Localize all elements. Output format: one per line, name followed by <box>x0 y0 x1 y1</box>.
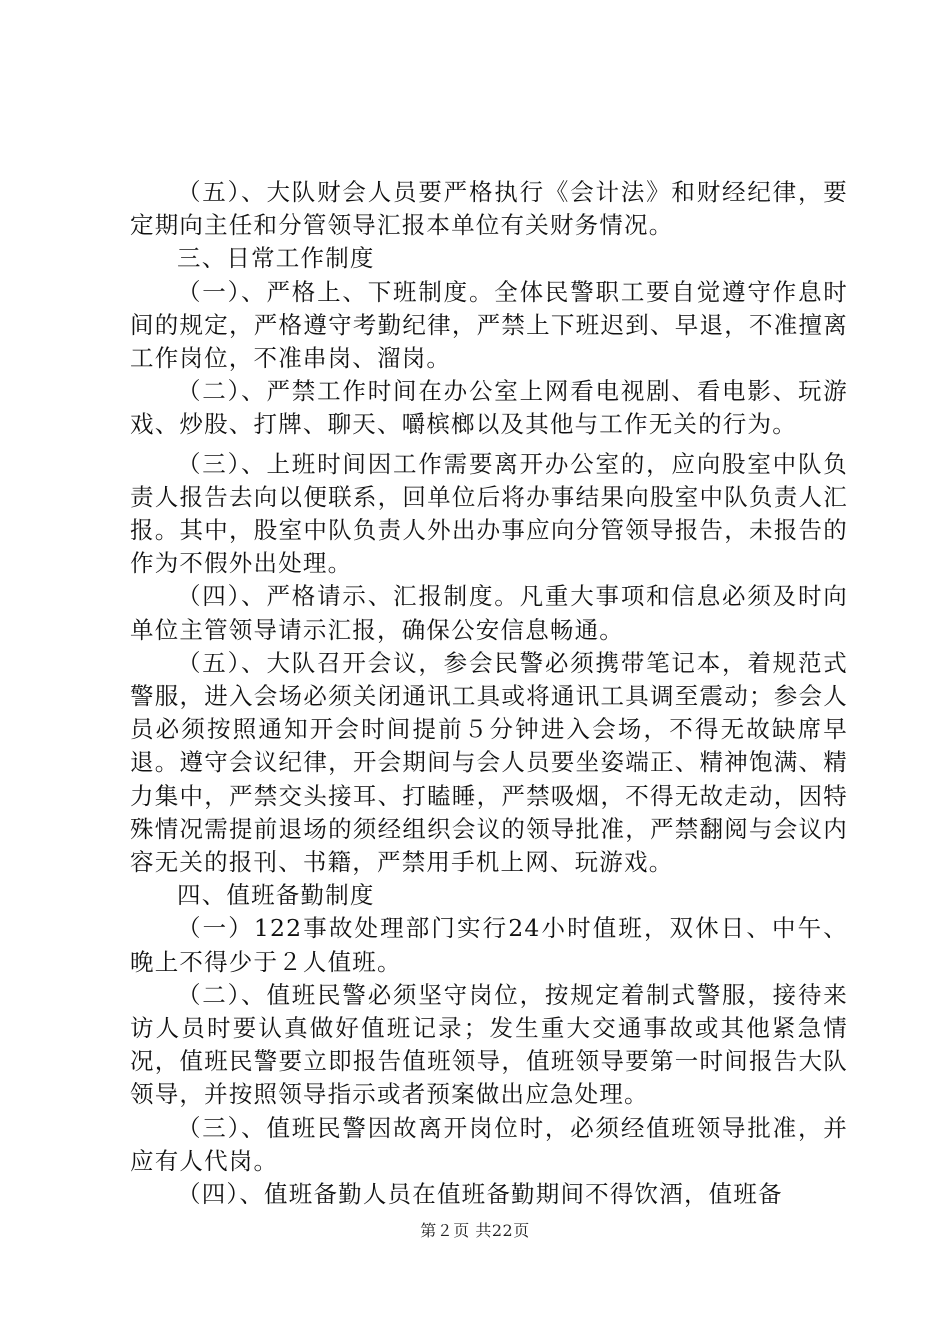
paragraph-leaving-post: （三）、值班民警因故离开岗位时，必须经值班领导批准，并应有人代岗。 <box>130 1113 848 1175</box>
paragraph-duty-officer: （二）、值班民警必须坚守岗位，按规定着制式警服，接待来访人员时要认真做好值班记录；发生重大交通事故或其他紧急情况，值班民警要立即报告值班领导，值班领导要第一时间报告大队领导，并按照领导指示或者预案做出应急处理。 <box>130 980 848 1109</box>
paragraph-24h-duty: （一）122事故处理部门实行24小时值班，双休日、中午、晚上不得少于２人值班。 <box>130 914 848 976</box>
paragraph-prohibited-activities: （二）、严禁工作时间在办公室上网看电视剧、看电影、玩游戏、炒股、打牌、聊天、嚼槟榔以及其他与工作无关的行为。 <box>130 377 848 439</box>
heading-duty-rules: 四、值班备勤制度 <box>177 881 375 910</box>
paragraph-leaving-office: （三）、上班时间因工作需要离开办公室的，应向股室中队负责人报告去向以便联系，回单位后将办事结果向股室中队负责人汇报。其中，股室中队负责人外出办事应向分管领导报告，未报告的作为不假外出处理。 <box>130 449 848 578</box>
paragraph-meetings: （五）、大队召开会议，参会民警必须携带笔记本，着规范式警服，进入会场必须关闭通讯工具或将通讯工具调至震动；参会人员必须按照通知开会时间提前５分钟进入会场，不得无故缺席早退。遵守会议纪律，开会期间与会人员要坐姿端正、精神饱满、精力集中，严禁交头接耳、打瞌睡，严禁吸烟，不得无故走动，因特殊情况需提前退场的须经组织会议的领导批准，严禁翻阅与会议内容无关的报刊、书籍，严禁用手机上网、玩游戏。 <box>130 648 848 877</box>
heading-daily-work-rules: 三、日常工作制度 <box>177 244 375 273</box>
paragraph-no-drinking: （四）、值班备勤人员在值班备勤期间不得饮酒，值班备 <box>177 1180 783 1209</box>
paragraph-work-hours: （一）、严格上、下班制度。全体民警职工要自觉遵守作息时间的规定，严格遵守考勤纪律，严禁上下班迟到、早退，不准擅离工作岗位，不准串岗、溜岗。 <box>130 277 848 373</box>
paragraph-reporting: （四）、严格请示、汇报制度。凡重大事项和信息必须及时向单位主管领导请示汇报，确保公安信息畅通。 <box>130 582 848 644</box>
document-body <box>130 176 848 1211</box>
page-footer: 第２页 共22页 <box>420 1221 530 1240</box>
paragraph-finance-staff: （五）、大队财会人员要严格执行《会计法》和财经纪律，要定期向主任和分管领导汇报本单位有关财务情况。 <box>130 178 848 240</box>
